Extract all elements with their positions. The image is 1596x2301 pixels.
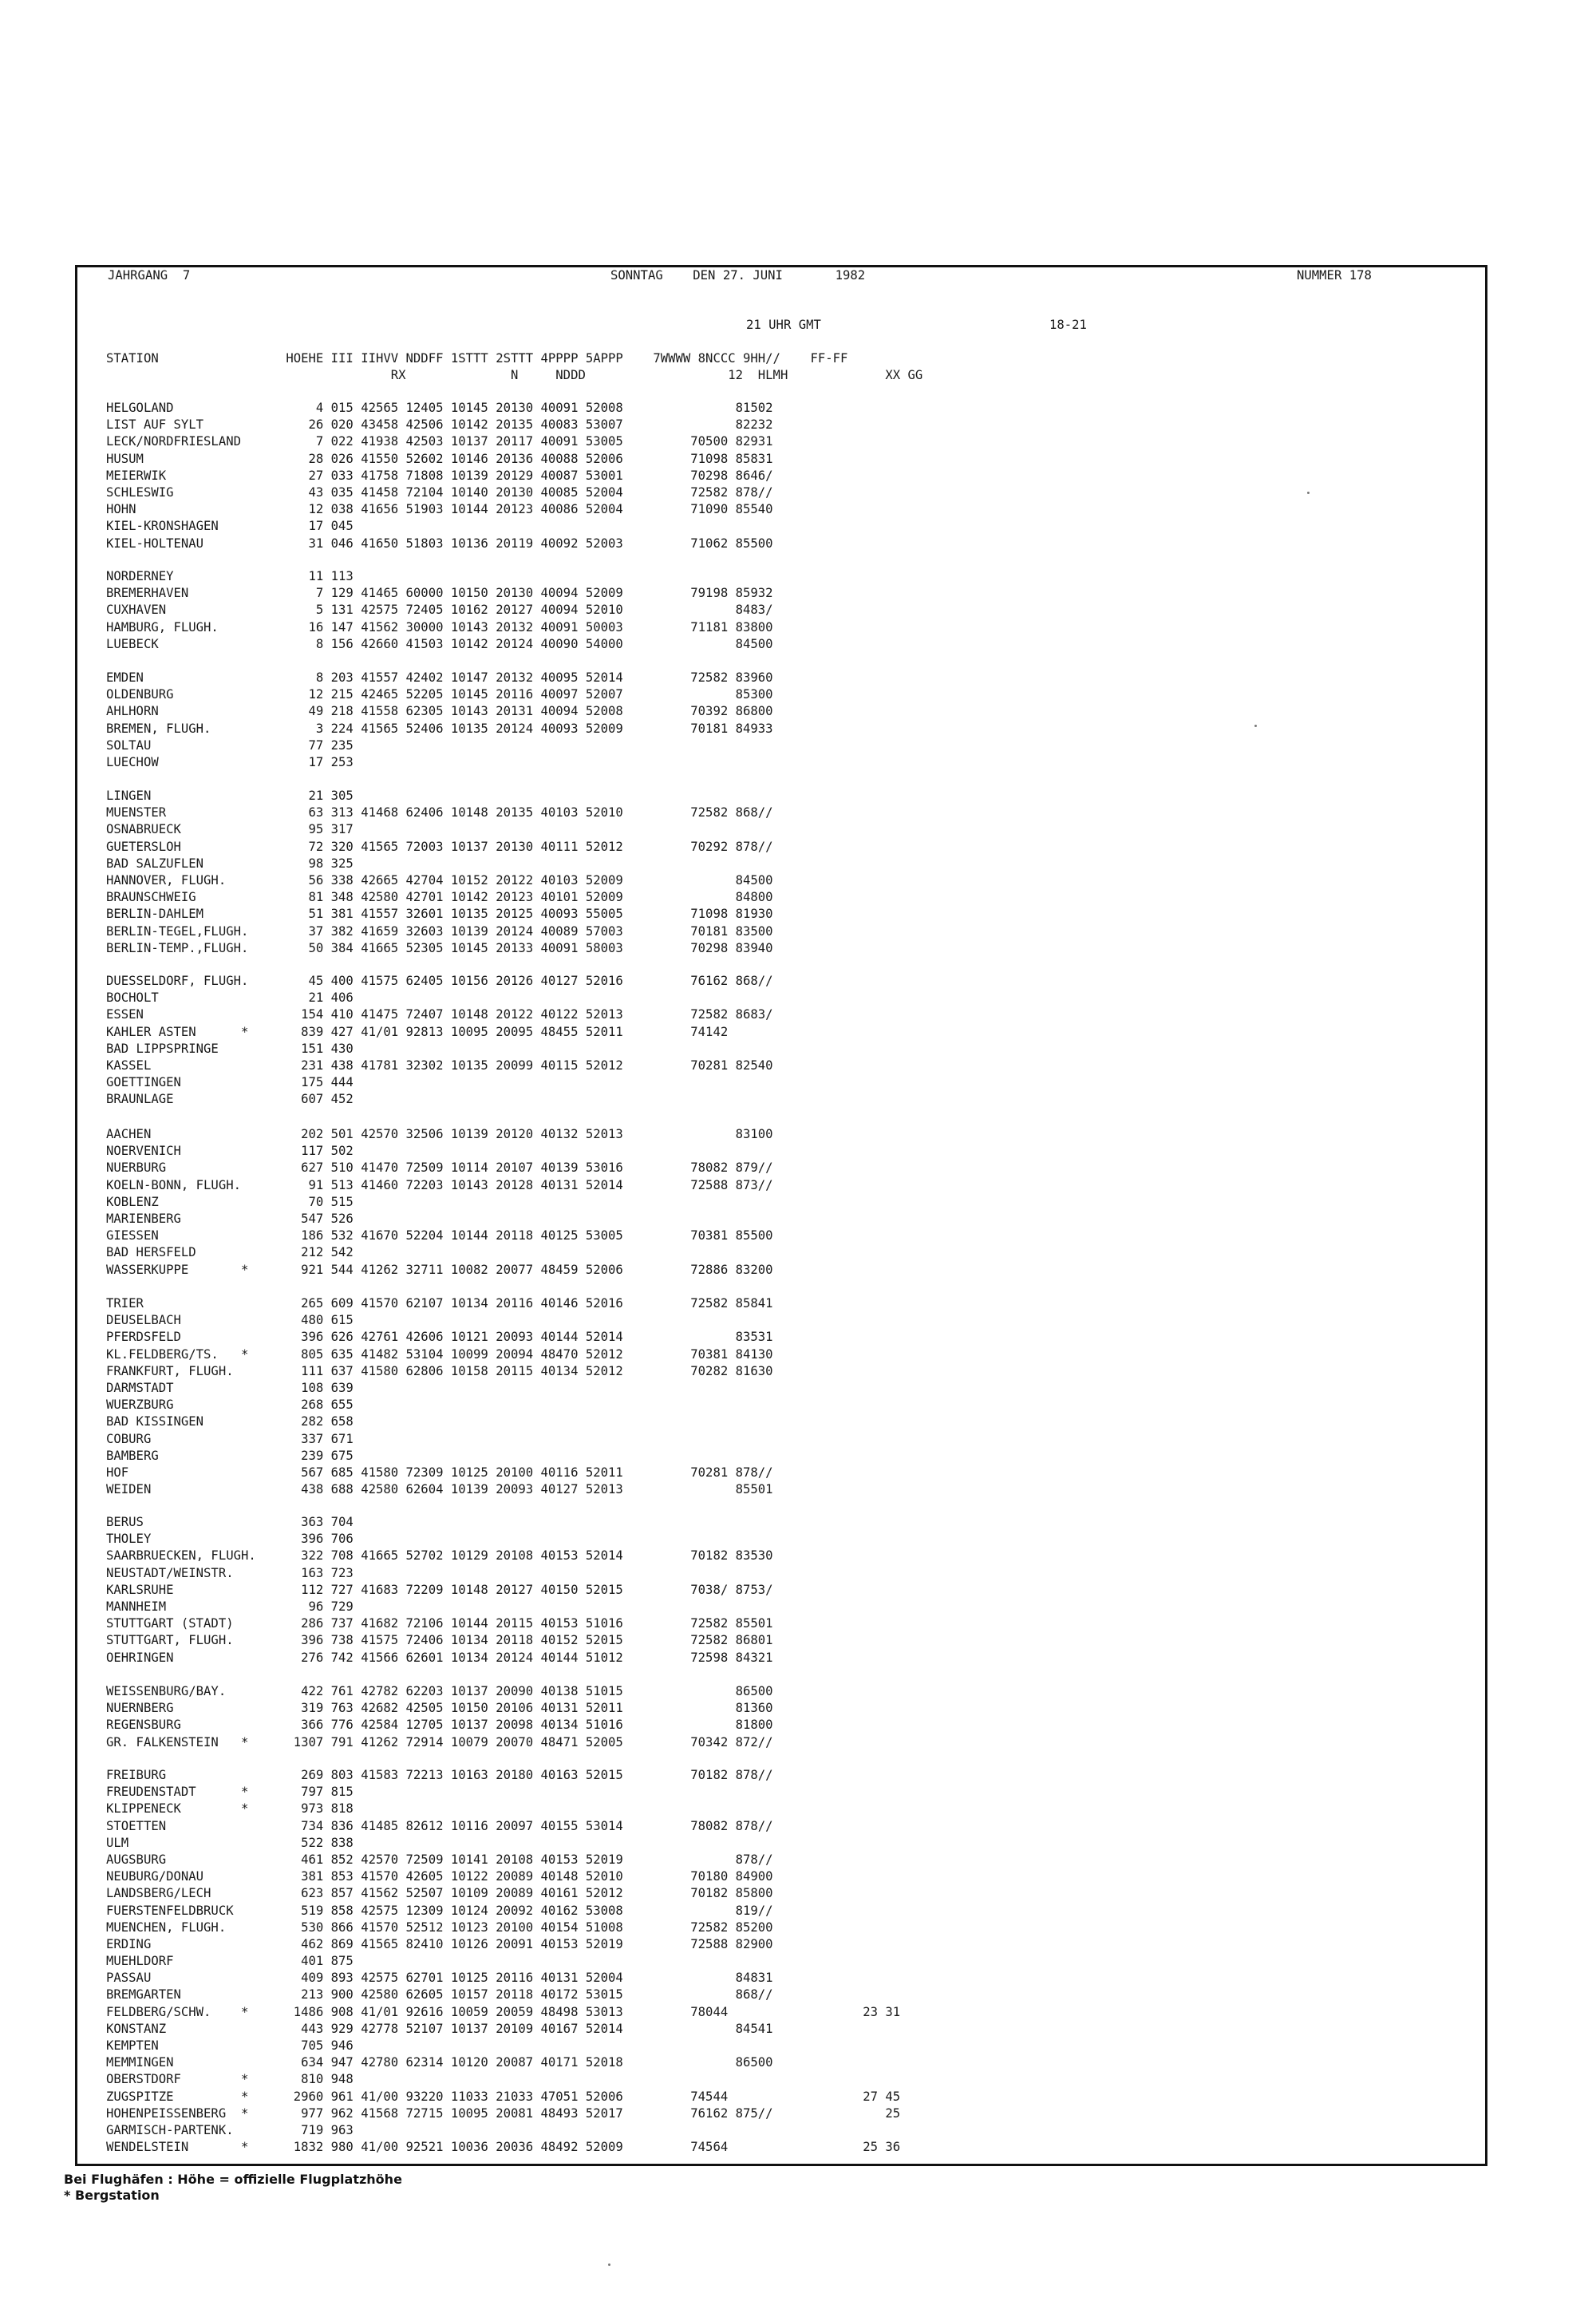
- station-group: [106, 400, 773, 552]
- station-row: LINGEN 21 305: [106, 789, 354, 803]
- station-row: KIEL-KRONSHAGEN 17 045: [106, 519, 354, 534]
- station-row: LUECHOW 17 253: [106, 754, 354, 769]
- station-row: MUENCHEN, FLUGH. 530 866 41570 52512 10123 20100 40154 51008 72582 85200: [106, 1919, 773, 1935]
- station-row: KONSTANZ 443 929 42778 52107 10137 20109 40167 52014 84541: [106, 2021, 773, 2036]
- station-row: BREMGARTEN 213 900 42580 62605 10157 20118 40172 53015 868//: [106, 1987, 773, 2003]
- station-row: COBURG 337 671: [106, 1431, 354, 1446]
- station-row: OLDENBURG 12 215 42465 52205 10145 20116 40097 52007 85300: [106, 687, 773, 702]
- station-row: NORDERNEY 11 113: [106, 569, 354, 583]
- station-row: BAD KISSINGEN 282 658: [106, 1414, 354, 1429]
- station-group: [106, 670, 773, 771]
- station-row: SOLTAU 77 235: [106, 737, 354, 753]
- station-row: FREUDENSTADT * 797 815: [106, 1785, 354, 1800]
- station-row: AHLHORN 49 218 41558 62305 10143 20131 40094 52008 70392 86800: [106, 704, 773, 719]
- station-row: DARMSTADT 108 639: [106, 1380, 354, 1395]
- station-row: OSNABRUECK 95 317: [106, 822, 354, 837]
- station-row: FRANKFURT, FLUGH. 111 637 41580 62806 10158 20115 40134 52012 70282 81630: [106, 1363, 773, 1378]
- station-row: MUEHLDORF 401 875: [106, 1954, 354, 1969]
- station-row: ERDING 462 869 41565 82410 10126 20091 40153 52019 72588 82900: [106, 1936, 773, 1951]
- station-row: BREMERHAVEN 7 129 41465 60000 10150 20130 40094 52009 79198 85932: [106, 586, 773, 601]
- station-row: KL.FELDBERG/TS. * 805 635 41482 53104 10099 20094 48470 52012 70381 84130: [106, 1346, 773, 1362]
- station-row: MEIERWIK 27 033 41758 71808 10139 20129 40087 53001 70298 8646/: [106, 468, 773, 483]
- station-row: WENDELSTEIN * 1832 980 41/00 92521 10036 20036 48492 52009 74564 25 36: [106, 2140, 901, 2155]
- station-row: MANNHEIM 96 729: [106, 1599, 354, 1614]
- station-row: HAMBURG, FLUGH. 16 147 41562 30000 10143 20132 40091 50003 71181 83800: [106, 619, 773, 635]
- station-row: LECK/NORDFRIESLAND 7 022 41938 42503 10137 20117 40091 53005 70500 82931: [106, 434, 773, 449]
- station-row: MARIENBERG 547 526: [106, 1211, 354, 1226]
- station-row: ZUGSPITZE * 2960 961 41/00 93220 11033 21033 47051 52006 74544 27 45: [106, 2089, 901, 2104]
- station-row: AUGSBURG 461 852 42570 72509 10141 20108 40153 52019 878//: [106, 1852, 773, 1867]
- station-row: BERUS 363 704: [106, 1515, 354, 1529]
- station-row: HUSUM 28 026 41550 52602 10146 20136 40088 52006 71098 85831: [106, 451, 773, 466]
- station-row: WEISSENBURG/BAY. 422 761 42782 62203 10137 20090 40138 51015 86500: [106, 1684, 773, 1698]
- station-group: [106, 568, 773, 653]
- station-row: BREMEN, FLUGH. 3 224 41565 52406 10135 20124 40093 52009 70181 84933: [106, 721, 773, 736]
- station-row: LANDSBERG/LECH 623 857 41562 52507 10109 20089 40161 52012 70182 85800: [106, 1886, 773, 1901]
- station-row: FREIBURG 269 803 41583 72213 10163 20180 40163 52015 70182 878//: [106, 1768, 773, 1782]
- station-row: WASSERKUPPE * 921 544 41262 32711 10082 20077 48459 52006 72886 83200: [106, 1262, 773, 1277]
- station-row: HOF 567 685 41580 72309 10125 20100 40116 52011 70281 878//: [106, 1465, 773, 1480]
- station-group: [106, 1514, 773, 1666]
- station-row: ULM 522 838: [106, 1835, 354, 1850]
- station-row: KLIPPENECK * 973 818: [106, 1801, 354, 1817]
- station-row: LIST AUF SYLT 26 020 43458 42506 10142 20135 40083 53007 82232: [106, 417, 773, 433]
- station-row: HOHN 12 038 41656 51903 10144 20123 40086 52004 71090 85540: [106, 502, 773, 517]
- station-row: BERLIN-TEMP.,FLUGH. 50 384 41665 52305 10145 20133 40091 58003 70298 83940: [106, 940, 773, 955]
- observation-time: 21 UHR GMT: [746, 318, 821, 332]
- station-row: KIEL-HOLTENAU 31 046 41650 51803 10136 20119 40092 52003 71062 85500: [106, 536, 773, 551]
- station-group: [106, 1767, 900, 2156]
- station-row: WEIDEN 438 688 42580 62604 10139 20093 40127 52013 85501: [106, 1482, 773, 1497]
- station-row: WUERZBURG 268 655: [106, 1398, 354, 1413]
- station-row: GARMISCH-PARTENK. 719 963: [106, 2122, 354, 2137]
- footnote-airports: Bei Flughäfen : Höhe = offizielle Flugplatzhöhe: [64, 2172, 402, 2187]
- column-headers: STATION HOEHE III IIHVV NDDFF 1STTT 2STTT 4PPPP 5APPP 7WWWW 8NCCC 9HH// FF-FF: [106, 351, 848, 366]
- station-row: LUEBECK 8 156 42660 41503 10142 20124 40090 54000 84500: [106, 636, 773, 651]
- station-row: NEUSTADT/WEINSTR. 163 723: [106, 1565, 354, 1580]
- station-row: DUESSELDORF, FLUGH. 45 400 41575 62405 10156 20126 40127 52016 76162 868//: [106, 974, 773, 988]
- station-row: HANNOVER, FLUGH. 56 338 42665 42704 10152 20122 40103 52009 84500: [106, 872, 773, 888]
- station-row: KEMPTEN 705 946: [106, 2038, 354, 2053]
- scan-speck: [608, 2263, 610, 2266]
- scan-speck: [1254, 725, 1257, 727]
- station-group: [106, 1683, 773, 1751]
- station-row: BRAUNSCHWEIG 81 348 42580 42701 10142 20123 40101 52009 84800: [106, 890, 773, 905]
- station-row: MUENSTER 63 313 41468 62406 10148 20135 40103 52010 72582 868//: [106, 805, 773, 820]
- station-row: NOERVENICH 117 502: [106, 1144, 354, 1159]
- station-row: BAD HERSFELD 212 542: [106, 1245, 354, 1260]
- station-row: SAARBRUECKEN, FLUGH. 322 708 41665 52702 10129 20108 40153 52014 70182 83530: [106, 1548, 773, 1564]
- station-row: BRAUNLAGE 607 452: [106, 1092, 354, 1107]
- station-row: PFERDSFELD 396 626 42761 42606 10121 20093 40144 52014 83531: [106, 1330, 773, 1345]
- station-row: KAHLER ASTEN * 839 427 41/01 92813 10095 20095 48455 52011 74142: [106, 1024, 729, 1039]
- station-row: FUERSTENFELDBRUCK 519 858 42575 12309 10124 20092 40162 53008 819//: [106, 1903, 773, 1918]
- station-row: KARLSRUHE 112 727 41683 72209 10148 20127 40150 52015 7038/ 8753/: [106, 1582, 773, 1597]
- station-row: GIESSEN 186 532 41670 52204 10144 20118 40125 53005 70381 85500: [106, 1228, 773, 1243]
- station-group: [106, 788, 773, 957]
- station-group: [106, 1295, 773, 1498]
- station-row: REGENSBURG 366 776 42584 12705 10137 20098 40134 51016 81800: [106, 1718, 773, 1733]
- station-row: GR. FALKENSTEIN * 1307 791 41262 72914 10079 20070 48471 52005 70342 872//: [106, 1734, 773, 1749]
- station-row: CUXHAVEN 5 131 42575 72405 10162 20127 40094 52010 8483/: [106, 603, 773, 618]
- station-row: AACHEN 202 501 42570 32506 10139 20120 40132 52013 83100: [106, 1127, 773, 1141]
- station-row: BOCHOLT 21 406: [106, 990, 354, 1006]
- station-row: BERLIN-DAHLEM 51 381 41557 32601 10135 20125 40093 55005 71098 81930: [106, 907, 773, 922]
- station-row: PASSAU 409 893 42575 62701 10125 20116 40131 52004 84831: [106, 1971, 773, 1986]
- station-row: ESSEN 154 410 41475 72407 10148 20122 40122 52013 72582 8683/: [106, 1007, 773, 1022]
- station-row: OEHRINGEN 276 742 41566 62601 10134 20124 40144 51012 72598 84321: [106, 1650, 773, 1665]
- station-row: NUERBURG 627 510 41470 72509 10114 20107 40139 53016 78082 879//: [106, 1160, 773, 1176]
- scan-speck: [1307, 492, 1310, 494]
- volume-label: JAHRGANG 7: [108, 268, 191, 283]
- station-row: THOLEY 396 706: [106, 1532, 354, 1547]
- date-label: SONNTAG DEN 27. JUNI 1982: [610, 268, 866, 283]
- footnote-mountain-station: * Bergstation: [64, 2188, 160, 2203]
- hours-range: 18-21: [1049, 318, 1087, 332]
- station-row: BAD LIPPSPRINGE 151 430: [106, 1041, 354, 1056]
- station-row: KASSEL 231 438 41781 32302 10135 20099 40115 52012 70281 82540: [106, 1058, 773, 1073]
- column-subheaders: RX N NDDD 12 HLMH XX GG: [106, 368, 923, 382]
- station-row: FELDBERG/SCHW. * 1486 908 41/01 92616 10059 20059 48498 53013 78044 23 31: [106, 2004, 901, 2019]
- station-row: KOBLENZ 70 515: [106, 1194, 354, 1209]
- issue-number: NUMMER 178: [1297, 268, 1372, 283]
- station-group: [106, 1126, 773, 1279]
- station-row: STUTTGART, FLUGH. 396 738 41575 72406 10134 20118 40152 52015 72582 86801: [106, 1633, 773, 1648]
- station-row: OBERSTDORF * 810 948: [106, 2072, 354, 2087]
- station-row: STUTTGART (STADT) 286 737 41682 72106 10144 20115 40153 51016 72582 85501: [106, 1616, 773, 1631]
- station-row: DEUSELBACH 480 615: [106, 1313, 354, 1328]
- station-row: GUETERSLOH 72 320 41565 72003 10137 20130 40111 52012 70292 878//: [106, 839, 773, 854]
- station-row: SCHLESWIG 43 035 41458 72104 10140 20130 40085 52004 72582 878//: [106, 484, 773, 500]
- station-row: STOETTEN 734 836 41485 82612 10116 20097 40155 53014 78082 878//: [106, 1818, 773, 1833]
- station-row: NUERNBERG 319 763 42682 42505 10150 20106 40131 52011 81360: [106, 1701, 773, 1716]
- station-row: BAD SALZUFLEN 98 325: [106, 856, 354, 871]
- station-row: HOHENPEISSENBERG * 977 962 41568 72715 10095 20081 48493 52017 76162 875// 25: [106, 2105, 901, 2121]
- station-row: TRIER 265 609 41570 62107 10134 20116 40146 52016 72582 85841: [106, 1296, 773, 1311]
- station-row: HELGOLAND 4 015 42565 12405 10145 20130 40091 52008 81502: [106, 401, 773, 415]
- station-row: MEMMINGEN 634 947 42780 62314 10120 20087 40171 52018 86500: [106, 2055, 773, 2070]
- station-row: KOELN-BONN, FLUGH. 91 513 41460 72203 10143 20128 40131 52014 72588 873//: [106, 1177, 773, 1192]
- station-row: BAMBERG 239 675: [106, 1448, 354, 1463]
- station-row: EMDEN 8 203 41557 42402 10147 20132 40095 52014 72582 83960: [106, 670, 773, 685]
- station-row: NEUBURG/DONAU 381 853 41570 42605 10122 20089 40148 52010 70180 84900: [106, 1869, 773, 1884]
- station-row: GOETTINGEN 175 444: [106, 1075, 354, 1090]
- station-row: BERLIN-TEGEL,FLUGH. 37 382 41659 32603 10139 20124 40089 57003 70181 83500: [106, 923, 773, 939]
- station-group: [106, 973, 773, 1109]
